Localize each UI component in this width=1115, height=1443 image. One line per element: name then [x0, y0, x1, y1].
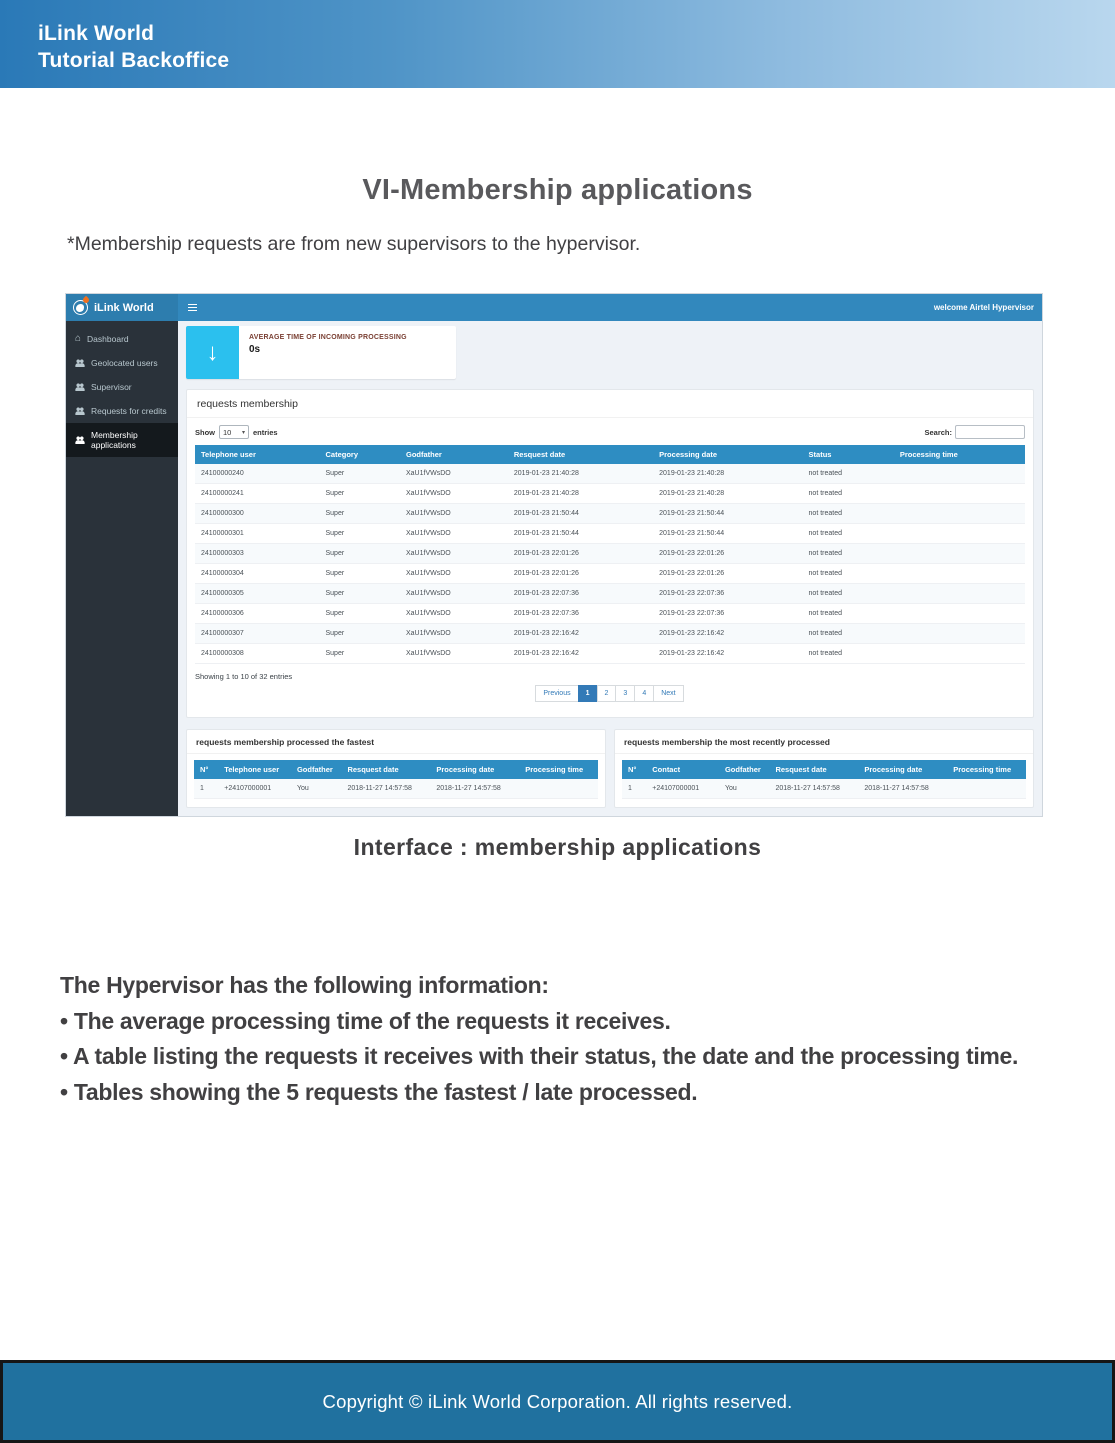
sidebar-menu [66, 321, 178, 816]
users-icon [75, 359, 85, 367]
table-cell: XaU1fVWsDO [400, 604, 508, 624]
table-cell: XaU1fVWsDO [400, 624, 508, 644]
table-cell: 2019-01-23 22:01:26 [508, 564, 653, 584]
table-cell: XaU1fVWsDO [400, 484, 508, 504]
table-cell: not treated [803, 584, 894, 604]
app-topbar [66, 294, 1042, 321]
app-content [178, 321, 1042, 816]
page-button-1[interactable]: 1 [578, 685, 598, 702]
column-header[interactable]: Processing date [430, 760, 519, 779]
table-cell: XaU1fVWsDO [400, 564, 508, 584]
panel-title: requests membership [187, 390, 1033, 418]
table-cell: 2019-01-23 22:16:42 [653, 644, 802, 664]
bullet-item: • The average processing time of the requests it receives. [60, 1007, 671, 1034]
fastest-panel-title: requests membership processed the fastest [187, 730, 605, 754]
table-cell [894, 544, 1025, 564]
average-time-card [186, 326, 456, 379]
pagination [187, 685, 1033, 703]
table-cell [894, 644, 1025, 664]
page-button-2[interactable]: 2 [597, 685, 617, 702]
requests-table [195, 445, 1025, 664]
column-header[interactable]: Godfather [719, 760, 770, 779]
table-cell: Super [320, 464, 401, 484]
app-brand-label: iLink World [94, 301, 154, 314]
table-cell: 24100000303 [195, 544, 320, 564]
table-cell: 2018-11-27 14:57:58 [341, 779, 430, 799]
table-cell: 2019-01-23 21:50:44 [508, 504, 653, 524]
table-row [195, 544, 1025, 564]
info-card-value: 0s [249, 344, 261, 355]
table-cell [894, 584, 1025, 604]
table-cell [894, 484, 1025, 504]
table-cell [894, 464, 1025, 484]
bullet-item: • Tables showing the 5 requests the fastest / late processed. [60, 1078, 698, 1105]
table-cell: 2019-01-23 21:40:28 [653, 484, 802, 504]
table-row [195, 524, 1025, 544]
table-cell: 24100000306 [195, 604, 320, 624]
fastest-panel [186, 729, 606, 808]
table-cell [894, 564, 1025, 584]
recent-panel [614, 729, 1034, 808]
table-cell: XaU1fVWsDO [400, 544, 508, 564]
topbar-right [178, 294, 1042, 321]
recent-panel-title: requests membership the most recently processed [615, 730, 1033, 754]
table-cell: 2019-01-23 21:40:28 [653, 464, 802, 484]
sidebar-item-dashboard[interactable] [66, 327, 178, 351]
page-size-select[interactable] [219, 425, 249, 439]
show-label: Show [195, 427, 215, 437]
sidebar-item-label: Membership applications [91, 430, 138, 450]
table-cell: Super [320, 584, 401, 604]
table-cell: 2019-01-23 21:40:28 [508, 484, 653, 504]
banner-subtitle: Tutorial Backoffice [38, 49, 230, 72]
table-cell: 2019-01-23 22:16:42 [653, 624, 802, 644]
search-input[interactable] [955, 425, 1025, 439]
table-cell: not treated [803, 624, 894, 644]
next-button[interactable]: Next [653, 685, 683, 702]
table-cell: XaU1fVWsDO [400, 524, 508, 544]
users-icon [75, 436, 85, 444]
column-header[interactable]: Godfather [400, 445, 508, 464]
column-header[interactable]: Processing time [519, 760, 598, 779]
table-cell [894, 604, 1025, 624]
table-cell: 2019-01-23 21:50:44 [508, 524, 653, 544]
table-cell: Super [320, 524, 401, 544]
search-label: Search: [924, 427, 952, 437]
table-cell: You [291, 779, 342, 799]
sidebar-item-geolocated-users[interactable] [66, 351, 178, 375]
home-icon: ⌂ [75, 333, 82, 344]
recent-table [622, 760, 1026, 799]
table-cell: XaU1fVWsDO [400, 644, 508, 664]
app-screenshot [65, 293, 1043, 817]
table-cell: 24100000308 [195, 644, 320, 664]
page-footer [0, 1360, 1115, 1443]
page-button-3[interactable]: 3 [615, 685, 635, 702]
figure-caption: Interface : membership applications [353, 834, 762, 860]
requests-membership-panel [186, 389, 1034, 718]
page-header-banner [0, 0, 1115, 88]
table-row [195, 464, 1025, 484]
table-row [195, 484, 1025, 504]
table-cell: not treated [803, 504, 894, 524]
table-cell: 24100000241 [195, 484, 320, 504]
chevron-down-icon: ▾ [241, 429, 245, 436]
table-cell: You [719, 779, 770, 799]
column-header[interactable]: Category [320, 445, 401, 464]
page-size-value: 10 [223, 427, 232, 437]
search-control [924, 425, 1025, 439]
description-intro: The Hypervisor has the following information: [60, 972, 549, 998]
table-cell: 2019-01-23 21:40:28 [508, 464, 653, 484]
hamburger-menu-icon[interactable] [188, 302, 197, 313]
table-summary: Showing 1 to 10 of 32 entries [195, 672, 293, 681]
previous-button[interactable]: Previous [535, 685, 578, 702]
table-cell: XaU1fVWsDO [400, 504, 508, 524]
column-header[interactable]: Processing date [653, 445, 802, 464]
table-cell: 24100000307 [195, 624, 320, 644]
table-cell: 2019-01-23 22:01:26 [653, 564, 802, 584]
table-cell: 24100000304 [195, 564, 320, 584]
page-title: VI-Membership applications [362, 174, 753, 206]
bullet-list [60, 1004, 1070, 1111]
show-entries-control [195, 425, 278, 439]
sidebar-item-requests-for-credits[interactable] [66, 399, 178, 423]
copyright-text: Copyright © iLink World Corporation. All rights reserved. [322, 1390, 793, 1412]
down-arrow-icon: ↓ [186, 326, 239, 379]
table-cell: not treated [803, 544, 894, 564]
column-header[interactable]: Telephone user [195, 445, 320, 464]
table-cell: 2019-01-23 22:07:36 [508, 604, 653, 624]
column-header[interactable]: Resquest date [769, 760, 858, 779]
table-row [195, 624, 1025, 644]
page-button-4[interactable]: 4 [634, 685, 654, 702]
table-cell: 2019-01-23 22:07:36 [508, 584, 653, 604]
table-cell: 1 [194, 779, 218, 799]
column-header[interactable]: Godfather [291, 760, 342, 779]
app-logo-icon [73, 300, 88, 315]
table-cell: 24100000301 [195, 524, 320, 544]
table-cell: Super [320, 644, 401, 664]
column-header[interactable]: N° [622, 760, 646, 779]
table-cell: not treated [803, 524, 894, 544]
sidebar-item-supervisor[interactable] [66, 375, 178, 399]
table-cell: XaU1fVWsDO [400, 584, 508, 604]
column-header[interactable]: Resquest date [341, 760, 430, 779]
table-row [195, 504, 1025, 524]
banner-brand: iLink World [38, 22, 155, 45]
table-cell [894, 624, 1025, 644]
entries-label: entries [253, 427, 278, 437]
info-card-text [239, 326, 407, 379]
welcome-text: welcome Airtel Hypervisor [933, 303, 1034, 312]
table-cell: +24107000001 [218, 779, 291, 799]
sidebar-item-label: Supervisor [91, 382, 132, 392]
table-cell: not treated [803, 464, 894, 484]
table-row [195, 564, 1025, 584]
table-cell: 24100000300 [195, 504, 320, 524]
table-cell: 24100000240 [195, 464, 320, 484]
column-header[interactable]: Resquest date [508, 445, 653, 464]
info-card-label: AVERAGE TIME OF INCOMING PROCESSING [249, 334, 407, 341]
page-subtitle: *Membership requests are from new supervisors to the hypervisor. [67, 233, 641, 255]
table-cell: Super [320, 504, 401, 524]
table-controls [195, 425, 1025, 439]
table-cell: 2018-11-27 14:57:58 [858, 779, 947, 799]
column-header[interactable]: Contact [646, 760, 719, 779]
table-cell: +24107000001 [646, 779, 719, 799]
table-row [194, 779, 598, 799]
table-cell: 2018-11-27 14:57:58 [430, 779, 519, 799]
table-cell: 2019-01-23 22:07:36 [653, 584, 802, 604]
table-cell: 2019-01-23 22:16:42 [508, 644, 653, 664]
column-header[interactable]: Processing time [894, 445, 1025, 464]
table-cell: XaU1fVWsDO [400, 464, 508, 484]
sidebar-item-label: Dashboard [87, 334, 129, 344]
fastest-table [194, 760, 598, 799]
column-header[interactable]: Telephone user [218, 760, 291, 779]
table-cell: 2019-01-23 22:16:42 [508, 624, 653, 644]
table-cell: 2019-01-23 21:50:44 [653, 504, 802, 524]
column-header[interactable]: N° [194, 760, 218, 779]
column-header[interactable]: Processing date [858, 760, 947, 779]
table-row [195, 644, 1025, 664]
column-header[interactable]: Processing time [947, 760, 1026, 779]
description-block [60, 968, 1070, 1110]
table-cell: not treated [803, 604, 894, 624]
users-icon [75, 407, 85, 415]
column-header[interactable]: Status [803, 445, 894, 464]
bullet-item: • A table listing the requests it receives with their status, the date and the processing time. [60, 1043, 1019, 1069]
table-cell: 2019-01-23 21:50:44 [653, 524, 802, 544]
table-cell [894, 504, 1025, 524]
table-cell: 24100000305 [195, 584, 320, 604]
table-cell: Super [320, 484, 401, 504]
table-cell: 2019-01-23 22:07:36 [653, 604, 802, 624]
sidebar-item-label: Requests for credits [91, 406, 167, 416]
table-cell: 2019-01-23 22:01:26 [653, 544, 802, 564]
sidebar-item-membership-applications[interactable] [66, 423, 178, 457]
bottom-panels [186, 729, 1034, 808]
table-cell: 2019-01-23 22:01:26 [508, 544, 653, 564]
table-cell: not treated [803, 484, 894, 504]
app-brand[interactable] [66, 294, 178, 321]
sidebar-item-label: Geolocated users [91, 358, 158, 368]
table-cell: Super [320, 624, 401, 644]
table-cell: Super [320, 544, 401, 564]
table-cell [947, 779, 1026, 799]
table-cell: Super [320, 564, 401, 584]
table-cell: not treated [803, 644, 894, 664]
table-cell: 1 [622, 779, 646, 799]
table-cell: not treated [803, 564, 894, 584]
table-row [195, 604, 1025, 624]
table-cell [894, 524, 1025, 544]
table-row [622, 779, 1026, 799]
table-row [195, 584, 1025, 604]
table-cell: Super [320, 604, 401, 624]
users-icon [75, 383, 85, 391]
table-cell [519, 779, 598, 799]
table-cell: 2018-11-27 14:57:58 [769, 779, 858, 799]
